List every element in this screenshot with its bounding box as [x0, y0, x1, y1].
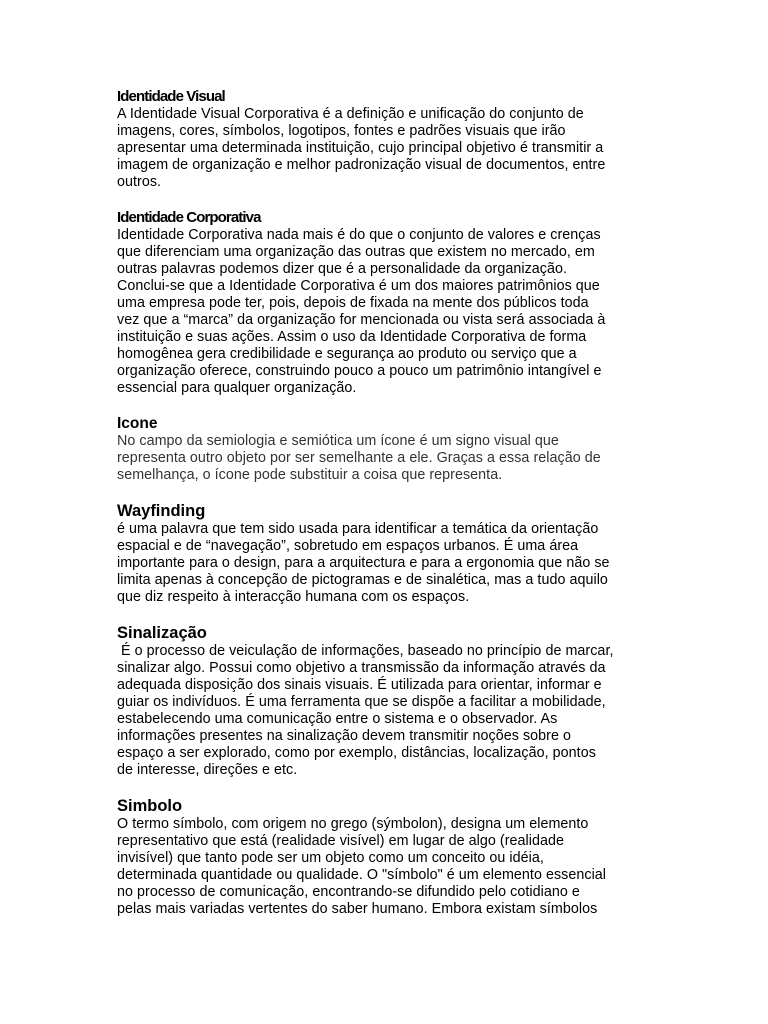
paragraph-line: pelas mais variadas vertentes do saber humano. Embora existam símbolos	[117, 901, 598, 917]
paragraph-line: limita apenas à concepção de pictogramas e de sinalética, mas a tudo aquilo	[117, 572, 608, 588]
paragraph-line: que diz respeito à interacção humana com os espaços.	[117, 589, 470, 605]
paragraph-line: instituição e suas ações. Assim o uso da Identidade Corporativa de forma	[117, 329, 587, 345]
paragraph-line: guiar os indivíduos. É uma ferramenta que se dispõe a facilitar a mobilidade,	[117, 694, 606, 710]
paragraph-line: estabelecendo uma comunicação entre o sistema e o observador. As	[117, 711, 558, 727]
paragraph-line: espaço a ser explorado, como por exemplo, distâncias, localização, pontos	[117, 745, 596, 761]
paragraph-line: O termo símbolo, com origem no grego (sýmbolon), designa um elemento	[117, 816, 589, 832]
paragraph-line: Identidade Corporativa nada mais é do que o conjunto de valores e crenças	[117, 227, 601, 243]
section-paragraph	[117, 106, 649, 191]
section-paragraph	[117, 227, 649, 397]
section-heading: Simbolo	[117, 797, 183, 815]
paragraph-line: representativo que está (realidade visível) em lugar de algo (realidade	[117, 833, 565, 849]
section-heading: Identidade Visual	[117, 88, 225, 105]
paragraph-line: Conclui-se que a Identidade Corporativa é um dos maiores patrimônios que	[117, 278, 600, 294]
paragraph-line: No campo da semiologia e semiótica um ícone é um signo visual que	[117, 433, 559, 449]
section-paragraph	[117, 643, 649, 779]
paragraph-line: vez que a “marca” da organização for mencionada ou vista será associada à	[117, 312, 606, 328]
paragraph-line: é uma palavra que tem sido usada para identificar a temática da orientação	[117, 521, 599, 537]
paragraph-line: de interesse, direções e etc.	[117, 762, 298, 778]
paragraph-line: imagem de organização e melhor padronização visual de documentos, entre	[117, 157, 606, 173]
section-heading: Sinalização	[117, 624, 207, 642]
section-paragraph	[117, 433, 649, 484]
paragraph-line: essencial para qualquer organização.	[117, 380, 357, 396]
section-identidade-corporativa	[117, 208, 649, 397]
section-identidade-visual	[117, 87, 649, 191]
document-page	[117, 87, 649, 935]
paragraph-line: homogênea gera credibilidade e segurança ao produto ou serviço que a	[117, 346, 577, 362]
paragraph-line: invisível) que tanto pode ser um objeto como um conceito ou idéia,	[117, 850, 544, 866]
paragraph-line: uma empresa pode ter, pois, depois de fixada na mente dos públicos toda	[117, 295, 589, 311]
paragraph-line: que diferenciam uma organização das outras que existem no mercado, em	[117, 244, 595, 260]
paragraph-line: A Identidade Visual Corporativa é a definição e unificação do conjunto de	[117, 106, 584, 122]
section-heading: Icone	[117, 415, 158, 432]
section-icone	[117, 414, 649, 484]
paragraph-line: informações presentes na sinalização devem transmitir noções sobre o	[117, 728, 571, 744]
section-heading: Wayfinding	[117, 502, 206, 520]
paragraph-line: semelhança, o ícone pode substituir a coisa que representa.	[117, 467, 503, 483]
paragraph-line: representa outro objeto por ser semelhante a ele. Graças a essa relação de	[117, 450, 601, 466]
paragraph-line: outros.	[117, 174, 162, 190]
section-simbolo	[117, 796, 649, 918]
paragraph-line: organização oferece, construindo pouco a pouco um patrimônio intangível e	[117, 363, 602, 379]
paragraph-line: espacial e de “navegação”, sobretudo em espaços urbanos. É uma área	[117, 538, 579, 554]
paragraph-line: adequada disposição dos sinais visuais. É utilizada para orientar, informar e	[117, 677, 602, 693]
paragraph-line: importante para o design, para a arquitectura e para a ergonomia que não se	[117, 555, 610, 571]
section-wayfinding	[117, 501, 649, 606]
section-sinalizacao	[117, 623, 649, 779]
paragraph-line: apresentar uma determinada instituição, cujo principal objetivo é transmitir a	[117, 140, 604, 156]
paragraph-line: É o processo de veiculação de informações, baseado no princípio de marcar,	[117, 643, 614, 659]
paragraph-line: imagens, cores, símbolos, logotipos, fontes e padrões visuais que irão	[117, 123, 566, 139]
paragraph-line: determinada quantidade ou qualidade. O "símbolo" é um elemento essencial	[117, 867, 607, 883]
paragraph-line: sinalizar algo. Possui como objetivo a transmissão da informação através da	[117, 660, 606, 676]
section-heading: Identidade Corporativa	[117, 209, 261, 226]
paragraph-line: no processo de comunicação, encontrando-se difundido pelo cotidiano e	[117, 884, 580, 900]
section-paragraph	[117, 521, 649, 606]
paragraph-line: outras palavras podemos dizer que é a personalidade da organização.	[117, 261, 568, 277]
section-paragraph	[117, 816, 649, 918]
